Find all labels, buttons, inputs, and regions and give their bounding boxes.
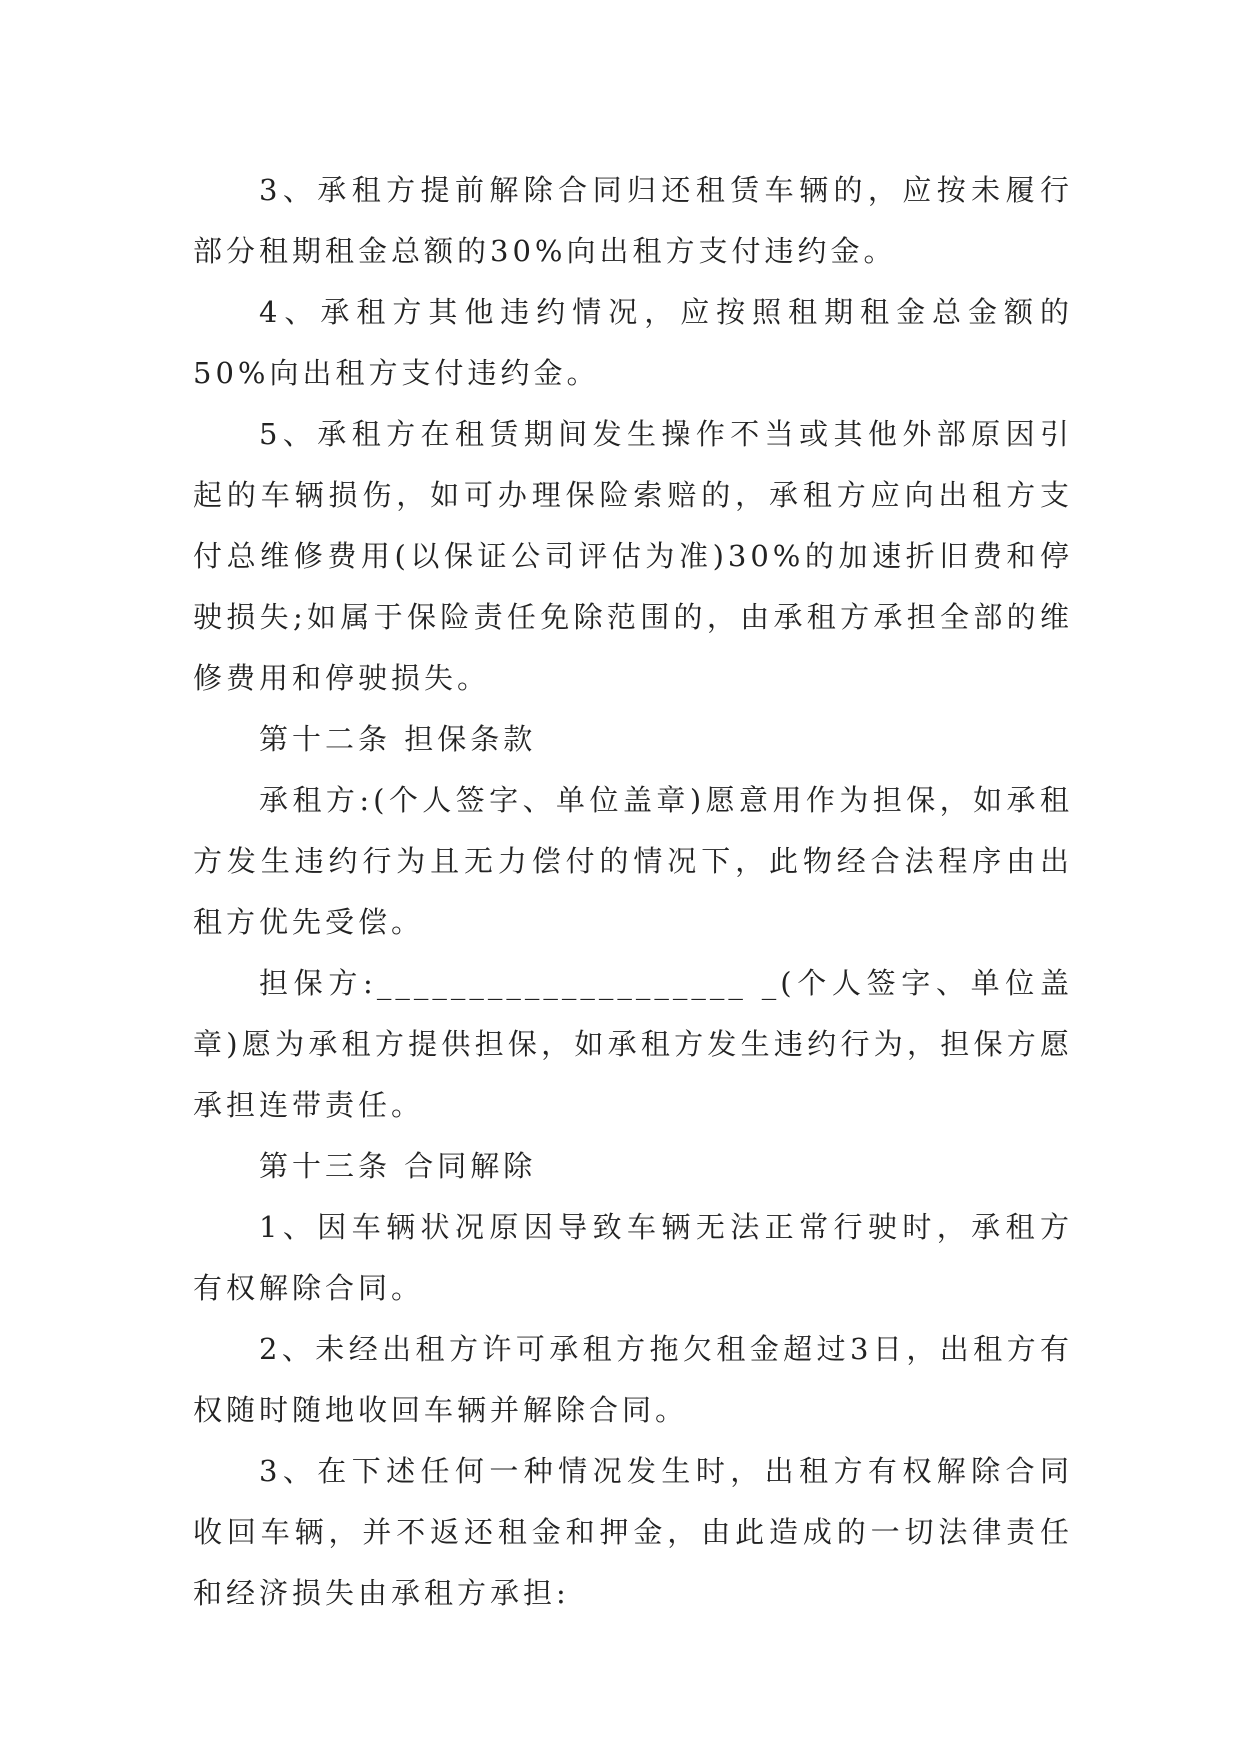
termination-clause-1: 1、因车辆状况原因导致车辆无法正常行驶时，承租方有权解除合同。 bbox=[193, 1210, 1073, 1305]
termination-clause-3: 3、在下述任何一种情况发生时，出租方有权解除合同收回车辆，并不返还租金和押金，由此造成的一切法律责任和经济损失由承租方承担: bbox=[193, 1454, 1073, 1610]
clause-4-other-breach: 4、承租方其他违约情况，应按照租期租金总金额的50%向出租方支付违约金。 bbox=[193, 295, 1073, 390]
clause-3-early-termination: 3、承租方提前解除合同归还租赁车辆的，应按未履行部分租期租金总额的30%向出租方支付违约金。 bbox=[193, 173, 1073, 268]
clause-5-vehicle-damage: 5、承租方在租赁期间发生操作不当或其他外部原因引起的车辆损伤，如可办理保险索赔的，承租方应向出租方支付总维修费用(以保证公司评估为准)30%的加速折旧费和停驶损失;如属于保险责任免除范围的，由承租方承担全部的维修费用和停驶损失。 bbox=[193, 417, 1073, 695]
lessee-guarantee-paragraph: 承租方:(个人签字、单位盖章)愿意用作为担保，如承租方发生违约行为且无力偿付的情况下，此物经合法程序由出租方优先受偿。 bbox=[193, 783, 1073, 939]
guarantor-paragraph: 担保方:____________________ _(个人签字、单位盖章)愿为承租方提供担保，如承租方发生违约行为，担保方愿承担连带责任。 bbox=[193, 966, 1073, 1122]
document-body bbox=[193, 160, 1073, 1624]
article-12-heading: 第十二条 担保条款 bbox=[259, 722, 537, 756]
termination-clause-2: 2、未经出租方许可承租方拖欠租金超过3日，出租方有权随时随地收回车辆并解除合同。 bbox=[193, 1332, 1073, 1427]
article-13-heading: 第十三条 合同解除 bbox=[259, 1149, 537, 1183]
